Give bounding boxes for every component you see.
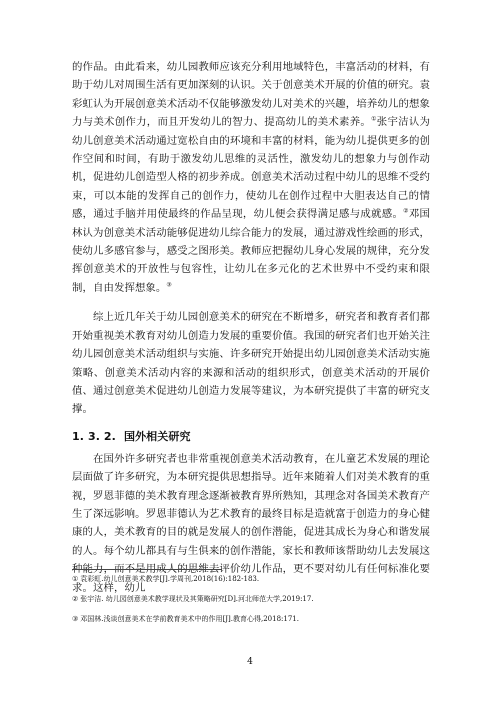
footnote xyxy=(72,594,432,604)
section-title: 国外相关研究 xyxy=(123,429,191,443)
page-number: 4 xyxy=(247,657,253,667)
footnote-ref[interactable]: ② xyxy=(403,207,409,215)
footnote-mark: ③ xyxy=(72,615,79,623)
footnote xyxy=(72,574,432,584)
footnote xyxy=(72,614,432,624)
footnote-text: 袁彩虹.幼儿创意美术教学[J].学周刊,2018(16):182-183. xyxy=(80,575,260,583)
text-run: 张宇洁认为幼儿创意美术活动通过宽松自由的环境和丰富的材料，能为幼儿提供更多的创作空间和时间，有助于激发幼儿思维的灵活性，激发幼儿的想象力与创作动机，促进幼儿创造型人格的初步养成。创意美术活动过程中幼儿的思维不受约束，可以本能的发挥自己的创作力，使幼儿在创作过程中大胆表达自己的情感，通过手脑并用使最终的作品呈现，幼儿便会获得满足感与成就感。 xyxy=(72,116,431,221)
paragraph-continued xyxy=(72,58,430,297)
footnote-ref[interactable]: ③ xyxy=(166,281,172,289)
section-heading xyxy=(72,428,430,446)
text-run: 邓国林认为创意美术活动能够促进幼儿综合能力的发展，通过游戏性绘画的形式，使幼儿多感官参与，感受之图形美。教师应把握幼儿身心发展的规律，充分发挥创意美术的开放性与包容性，让幼儿在多元化的艺术世界中不受约束和限制，自由发挥想象。 xyxy=(72,208,430,294)
footnote-ref[interactable]: ① xyxy=(371,115,377,123)
footnote-mark: ② xyxy=(72,595,79,603)
body-text xyxy=(72,58,430,597)
footnote-text: 张宇洁. 幼儿园创意美术教学现状及其策略研究[D].河北师范大学,2019:17. xyxy=(80,595,314,603)
footnote-mark: ① xyxy=(72,575,79,583)
footnote-text: 邓国林.浅谈创意美术在学前教育美术中的作用[J].教育心得,2018:171. xyxy=(80,615,299,623)
paragraph-summary: 综上近几年关于幼儿园创意美术的研究在不断增多，研究者和教育者们都开始重视美术教育对幼儿创造力发展的重要价值。我国的研究者们也开始关注幼儿园创意美术活动组织与实施、许多研究开始提出幼儿园创意美术活动实施策略、创意美术活动内容的来源和活动的组织形式，创意美术活动的开展价值、通过创意美术促进幼儿创造力发展等建议，为本研究提供了丰富的研究支撑。 xyxy=(72,311,430,416)
paragraph-foreign-research: 在国外许多研究者也非常重视创意美术活动教育，在儿童艺术发展的理论层面做了许多研究，为本研究提供思想指导。近年来随着人们对美术教育的重视，罗恩菲德的美术教育理念逐渐被教育界所熟知，其理念对各国美术教育产生了深远影响。罗恩菲德认为艺术教育的最终目标是造就富于创造力的身心健康的人，美术教育的目的就是发展人的创作潜能，促进其成长为身心和谐发展的人。每个幼儿都具有与生俱来的创作潜能，家长和教师该帮助幼儿去发展这种能力，而不是用成人的思维去评价幼儿作品，更不要对幼儿有任何标准化要求。这样，幼儿 xyxy=(72,452,430,594)
text-run: 的作品。由此看来，幼儿园教师应该充分利用地域特色，丰富活动的材料，有助于幼儿对周围生活有更加深刻的认识。关于创意美术开展的价值的研究。袁彩虹认为开展创意美术活动不仅能够激发幼儿对美术的兴趣，培养幼儿的想象力与美术创作力，而且开发幼儿的智力、提高幼儿的美术素养。 xyxy=(72,61,430,129)
footnotes xyxy=(72,574,432,634)
footnote-divider xyxy=(72,569,222,570)
section-number: 1. 3. 2. xyxy=(72,429,116,443)
